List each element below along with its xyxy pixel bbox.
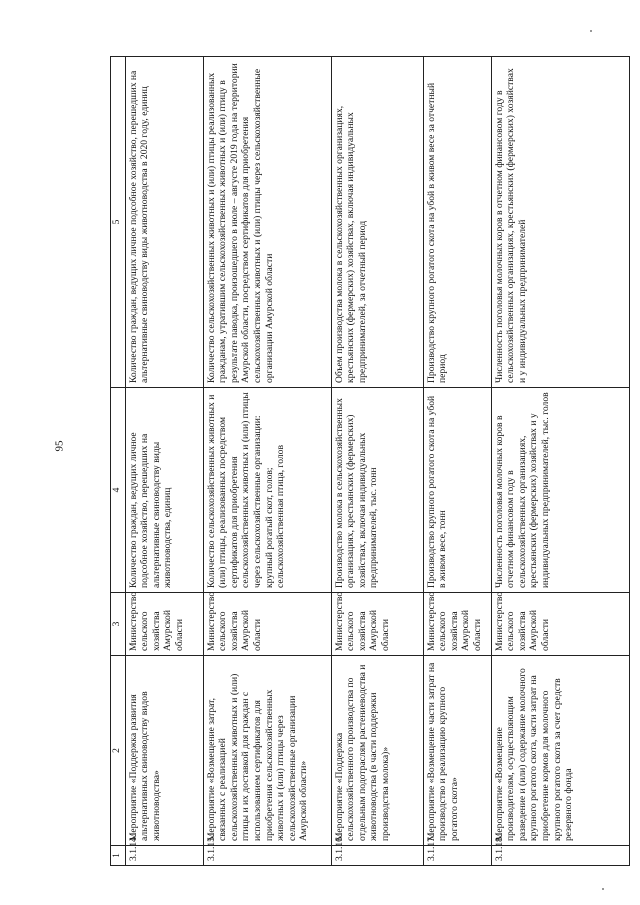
description-cell: Численность поголовья молочных коров в отчетном финансовом году в сельскохозяйственных организациях, крестьянских (фермерских) хозяйствах и у индивидуальных предпринимателей bbox=[491, 57, 629, 388]
rotated-table-container bbox=[110, 56, 630, 866]
scan-speck bbox=[602, 888, 604, 890]
ministry-cell: Министерство сельского хозяйства Амурской области bbox=[423, 593, 491, 656]
row-number: 3.1.14. bbox=[125, 846, 203, 866]
row-number: 3.1.15. bbox=[203, 846, 331, 866]
ministry-cell: Министерство сельского хозяйства Амурской области bbox=[203, 593, 331, 656]
description-cell: Производство крупного рогатого скота на убой в живом весе за отчетный период bbox=[423, 57, 491, 388]
row-number: 3.1.18. bbox=[491, 846, 629, 866]
ministry-cell: Министерство сельского хозяйства Амурской области bbox=[125, 593, 203, 656]
measures-table bbox=[110, 56, 630, 866]
page-number: 95 bbox=[53, 440, 66, 452]
row-number: 3.1.17. bbox=[423, 846, 491, 866]
ministry-cell: Министерство сельского хозяйства Амурской области bbox=[491, 593, 629, 656]
table-row bbox=[423, 57, 491, 866]
table-row bbox=[203, 57, 331, 866]
event-cell: Мероприятие «Поддержка развития альтернативных свиноводству видов животноводства» bbox=[125, 656, 203, 846]
row-number: 3.1.16. bbox=[331, 846, 423, 866]
indicator-cell: Производство молока в сельскохозяйственных организациях, крестьянских (фермерских) хозяйствах, включая индивидуальных предпринимателей, тыс. тонн bbox=[331, 388, 423, 593]
table-row bbox=[491, 57, 629, 866]
header-col-1: 1 bbox=[111, 846, 126, 866]
table-row bbox=[125, 57, 203, 866]
scan-speck bbox=[590, 30, 592, 32]
header-col-2: 2 bbox=[111, 656, 126, 846]
header-col-4: 4 bbox=[111, 388, 126, 593]
table-wrap bbox=[110, 56, 630, 866]
table-header-row bbox=[111, 57, 126, 866]
description-cell: Объем производства молока в сельскохозяйственных организациях, крестьянских (фермерских) хозяйствах, включая индивидуальных предпринимателей, за отчетный период bbox=[331, 57, 423, 388]
indicator-cell: Количество граждан, ведущих личное подсобное хозяйство, перешедших на альтернативные свиноводству виды животноводства, единиц bbox=[125, 388, 203, 593]
description-cell: Количество сельскохозяйственных животных и (или) птицы реализованных гражданам, утратившим сельскохозяйственных животных и (или) птицу в результате паводка, произошедшего в июле – августе 2019 года на территории Амурской области, посредством сертификатов для приобретения сельскохозяйственных животных и (или) птицы через сельскохозяйственные организации Амурской области bbox=[203, 57, 331, 388]
ministry-cell: Министерство сельского хозяйства Амурской области bbox=[331, 593, 423, 656]
indicator-cell: Численность поголовья молочных коров в отчетном финансовом году в сельскохозяйственных организациях, крестьянских (фермерских) хозяйствах и у индивидуальных предпринимателей, тыс. голов bbox=[491, 388, 629, 593]
event-cell: Мероприятие «Поддержка сельскохозяйственного производства по отдельным подотраслям растениеводства и животноводства (в части поддержки производства молока)» bbox=[331, 656, 423, 846]
indicator-cell: Производство крупного рогатого скота на убой в живом весе, тонн bbox=[423, 388, 491, 593]
header-col-3: 3 bbox=[111, 593, 126, 656]
description-cell: Количество граждан, ведущих личное подсобное хозяйство, перешедших на альтернативные свиноводству виды животноводства в 2020 году, единиц bbox=[125, 57, 203, 388]
indicator-cell: Количество сельскохозяйственных животных и (или) птицы, реализованных посредством сертификатов для приобретения сельскохозяйственных животных и (или) птицы через сельскохозяйственные организации: крупный рогатый скот, голов; сельскохозяйственная птица, голов bbox=[203, 388, 331, 593]
event-cell: Мероприятие «Возмещение производителям, осуществляющим разведение и (или) содержание молочного крупного рогатого скота, части затрат на приобретение кормов для молочного крупного рогатого скота за счет средств резервного фонда bbox=[491, 656, 629, 846]
event-cell: Мероприятие «Возмещение затрат, связанных с реализацией сельскохозяйственных животных и (или) птицы и их доставкой для граждан с использованием сертификатов для приобретения сельскохозяйственных животных и (или) птицы через сельскохозяйственные организации Амурской области» bbox=[203, 656, 331, 846]
header-col-5: 5 bbox=[111, 57, 126, 388]
event-cell: Мероприятие «Возмещение части затрат на производство и реализацию крупного рогатого скота» bbox=[423, 656, 491, 846]
table-row bbox=[331, 57, 423, 866]
